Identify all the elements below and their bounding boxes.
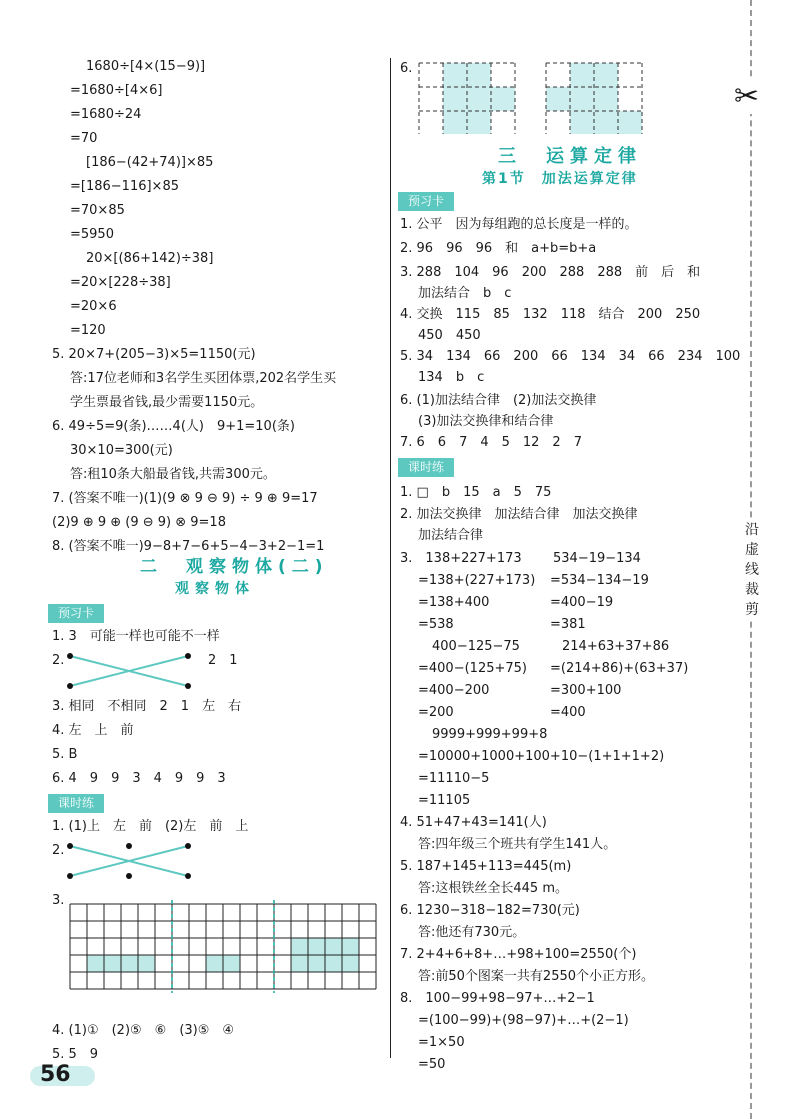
answer-line: 答:他还有730元。: [418, 925, 526, 940]
answer-line: 加法结合 b c: [418, 286, 512, 301]
view-grid: [68, 900, 378, 1010]
section-subtitle: 第1节 加法运算定律: [482, 171, 638, 187]
answer-line: 8. (答案不唯一)9−8+7−6+5−4−3+2−1=1: [52, 539, 325, 554]
calc-line: 534−19−134: [553, 551, 641, 566]
answer-line: 4. (1)① (2)⑤ ⑥ (3)⑤ ④: [52, 1023, 235, 1038]
calc-line: =534−134−19: [550, 573, 649, 588]
grid-cell: [467, 87, 491, 111]
section-subtitle: 观察物体: [175, 581, 255, 597]
preview-tag: 预习卡: [48, 604, 104, 623]
answer-line: (3)加法交换律和结合律: [418, 414, 554, 429]
calc-line: 8. 100−99+98−97+…+2−1: [400, 991, 595, 1006]
calc-line: 1680÷[4×(15−9)]: [86, 59, 206, 74]
answer-line: 2.: [52, 653, 65, 668]
answer-line: 7. 6 6 7 4 5 12 2 7: [400, 435, 582, 450]
grid-cell: [570, 87, 594, 111]
calc-line: =11105: [418, 793, 471, 808]
calc-line: 20×[(86+142)÷38]: [86, 251, 214, 266]
calc-line: =70×85: [70, 203, 125, 218]
grid-cell: [594, 87, 618, 111]
answer-line: 1. □ b 15 a 5 75: [400, 485, 552, 500]
section-title: 二 观察物体(二): [140, 557, 329, 577]
grid-cell: [618, 111, 642, 134]
grid-cell: [570, 111, 594, 134]
answer-line: 答:租10条大船最省钱,共需300元。: [70, 467, 276, 482]
answer-line: 450 450: [418, 328, 481, 343]
answer-line: 答:这根铁丝全长445 m。: [418, 881, 568, 896]
answer-line: 5. 187+145+113=445(m): [400, 859, 572, 874]
answer-line: 5. 5 9: [52, 1047, 99, 1062]
answer-line: 5. 34 134 66 200 66 134 34 66 234 100: [400, 349, 741, 364]
calc-line: =70: [70, 131, 98, 146]
calc-line: =[186−116]×85: [70, 179, 179, 194]
answer-line: 6. (1)加法结合律 (2)加法交换律: [400, 393, 597, 408]
answer-line: 2. 加法交换律 加法结合律 加法交换律: [400, 507, 638, 522]
answer-line: 加法结合律: [418, 528, 484, 543]
answer-line: 4. 51+47+43=141(人): [400, 815, 547, 830]
calc-line: =538: [418, 617, 454, 632]
calc-line: =400−19: [550, 595, 614, 610]
answer-line: 答:前50个图案一共有2550个小正方形。: [418, 969, 655, 984]
answer-line: 学生票最省钱,最少需要1150元。: [70, 395, 264, 410]
calc-line: =20×6: [70, 299, 117, 314]
page-number: 56: [40, 1062, 71, 1087]
calc-line: =11110−5: [418, 771, 490, 786]
answer-line: 134 b c: [418, 370, 485, 385]
calc-line: =300+100: [550, 683, 622, 698]
calc-line: =1680÷24: [70, 107, 142, 122]
cut-instruction: 沿虚线裁剪: [741, 520, 763, 620]
answer-line: 30×10=300(元): [70, 443, 173, 458]
answer-line: 4. 左 上 前: [52, 723, 134, 738]
grid-cell: [491, 87, 515, 111]
scissors-icon: ✂: [734, 79, 760, 114]
preview-tag: 预习卡: [398, 192, 454, 211]
grid-cell: [443, 111, 467, 134]
calc-line: =381: [550, 617, 586, 632]
grid-cell: [594, 111, 618, 134]
grid-cell: [443, 63, 467, 87]
calc-line: 9999+999+99+8: [432, 727, 548, 742]
grid-cell: [546, 87, 570, 111]
answer-line: 1. (1)上 左 前 (2)左 前 上: [52, 819, 249, 834]
matching-diagram: [64, 650, 194, 692]
calc-line: =5950: [70, 227, 114, 242]
answer-line: 7. (答案不唯一)(1)(9 ⊗ 9 ⊖ 9) ÷ 9 ⊕ 9=17: [52, 491, 318, 506]
answer-line: 5. 20×7+(205−3)×5=1150(元): [52, 347, 256, 362]
calc-line: =1680÷[4×6]: [70, 83, 163, 98]
answer-line: 6. 49÷5=9(条)……4(人) 9+1=10(条): [52, 419, 295, 434]
answer-line: (2)9 ⊕ 9 ⊕ (9 ⊖ 9) ⊗ 9=18: [52, 515, 226, 530]
answer-line: 2. 96 96 96 和 a+b=b+a: [400, 241, 597, 256]
matching-diagram: [64, 840, 194, 882]
calc-line: 214+63+37+86: [562, 639, 670, 654]
calc-line: =138+(227+173): [418, 573, 536, 588]
answer-line: 6. 4 9 9 3 4 9 9 3: [52, 771, 226, 786]
answer-line: 1. 3 可能一样也可能不一样: [52, 629, 220, 644]
answer-line: 3.: [52, 893, 65, 908]
lesson-tag: 课时练: [398, 458, 454, 477]
grid-cell: [443, 87, 467, 111]
answer-line: 4. 交换 115 85 132 118 结合 200 250: [400, 307, 701, 322]
answer-line: 7. 2+4+6+8+…+98+100=2550(个): [400, 947, 637, 962]
calc-line: 400−125−75: [432, 639, 520, 654]
calc-line: =120: [70, 323, 106, 338]
calc-line: =20×[228÷38]: [70, 275, 171, 290]
answer-line: 3. 相同 不相同 2 1 左 右: [52, 699, 242, 714]
grid-cell: [467, 63, 491, 87]
answer-line: 答:四年级三个班共有学生141人。: [418, 837, 617, 852]
grid-cell: [594, 63, 618, 87]
answer-line: 6.: [400, 61, 413, 76]
answer-line: 3. 288 104 96 200 288 288 前 后 和: [400, 265, 701, 280]
answer-line: 5. B: [52, 747, 78, 762]
section-title: 三 运算定律: [498, 146, 642, 167]
calc-line: =(100−99)+(98−97)+…+(2−1): [418, 1013, 629, 1028]
calc-line: =50: [418, 1057, 446, 1072]
calc-line: =400−200: [418, 683, 490, 698]
calc-line: =138+400: [418, 595, 490, 610]
calc-line: =200: [418, 705, 454, 720]
grid-cell: [467, 111, 491, 134]
answer-line: 1. 公平 因为每组跑的总长度是一样的。: [400, 217, 638, 232]
calc-line: =1×50: [418, 1035, 465, 1050]
calc-line: =(214+86)+(63+37): [550, 661, 689, 676]
answer-line: 6. 1230−318−182=730(元): [400, 903, 580, 918]
lesson-tag: 课时练: [48, 794, 104, 813]
calc-line: =400−(125+75): [418, 661, 527, 676]
answer-line: 2.: [52, 843, 65, 858]
answer-line: 2 1: [208, 653, 238, 668]
calc-line: [186−(42+74)]×85: [86, 155, 214, 170]
figure-grid: [545, 62, 645, 134]
column-divider: [390, 58, 391, 1058]
grid-cell: [570, 63, 594, 87]
figure-grid: [418, 62, 518, 134]
calc-line: 3. 138+227+173: [400, 551, 522, 566]
answer-line: 答:17位老师和3名学生买团体票,202名学生买: [70, 371, 337, 386]
calc-line: =400: [550, 705, 586, 720]
calc-line: =10000+1000+100+10−(1+1+1+2): [418, 749, 665, 764]
